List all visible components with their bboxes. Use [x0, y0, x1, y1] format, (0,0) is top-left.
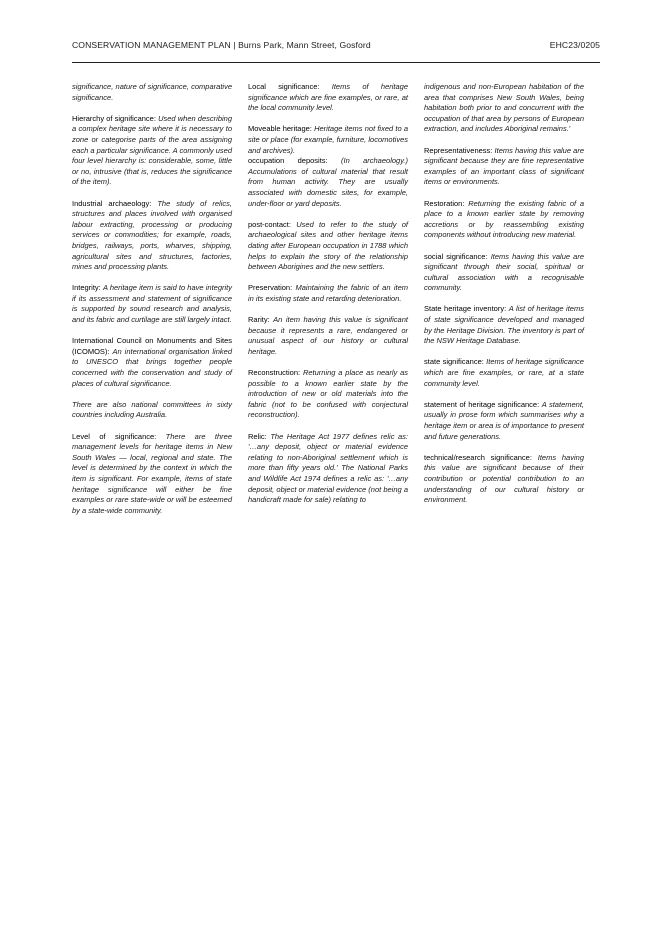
glossary-definition: (In archaeology.) Accumulations of cultural material that result from human activity. They are usually associated with domestic sites, for example, under-floor or yard deposits.: [248, 156, 408, 208]
glossary-column-2: [248, 82, 408, 527]
glossary-definition: A statement, usually in prose form which summarises why a heritage item or area is of importance to present and future generations.: [424, 399, 584, 441]
glossary-entry: [248, 82, 408, 114]
glossary-definition: Items having this value are significant because they are fine representative examples of an important class of significant items or environments.: [424, 145, 584, 187]
glossary-definition: A heritage item is said to have integrity if its assessment and statement of significance is supported by sound research and analysis, and its fabric and curtilage are still largely intact.: [72, 283, 232, 325]
glossary-definition: There are also national committees in sixty countries including Australia.: [72, 399, 232, 420]
glossary-term: Rarity:: [248, 315, 270, 325]
glossary-entry: [248, 156, 408, 209]
glossary-entry: [248, 432, 408, 506]
glossary-term: technical/research significance:: [424, 452, 532, 462]
glossary-term: Local significance:: [248, 82, 320, 91]
glossary-definition: Returning a place as nearly as possible to a known earlier state by the introduction of new or old materials into the fabric (not to be confused with conjectural reconstruction).: [248, 368, 408, 420]
glossary-term: Integrity:: [72, 283, 101, 293]
glossary-definition: The study of relics, structures and places involved with organised labour extracting, processing or producing services or commodities; for example, roads, bridges, railways, ports, wharves, shipping, agricultural sites and structures, factories, mines and processing plants.: [72, 198, 232, 272]
glossary-definition: Items of heritage significance which are fine examples, or rare, at a state community level.: [424, 357, 584, 388]
glossary-term: International Council on Monuments and Sites (ICOMOS):: [72, 336, 232, 356]
glossary-definition: Items of heritage significance which are fine examples, or rare, at the local community level.: [248, 82, 408, 113]
glossary-entry: [72, 199, 232, 273]
glossary-entry: [248, 283, 408, 304]
glossary-column-1: [72, 82, 232, 527]
glossary-definition: An item having this value is significant because it represents a rare, endangered or unusual aspect of our history or cultural heritage.: [248, 315, 408, 356]
glossary-definition: Heritage items not fixed to a site or place (for example, furniture, locomotives and archives).: [248, 124, 408, 155]
glossary-term: social significance:: [424, 251, 488, 261]
glossary-entry: [72, 336, 232, 389]
glossary-term: State heritage inventory:: [424, 304, 507, 314]
glossary-entry: [72, 114, 232, 188]
glossary-term: Moveable heritage:: [248, 124, 312, 134]
glossary-entry: [72, 283, 232, 325]
glossary-term: post-contact:: [248, 219, 291, 229]
glossary-entry: [424, 199, 584, 241]
glossary-entry: [72, 82, 232, 103]
glossary-definition: There are three management levels for heritage items in New South Wales — local, regional and state. The level is determined by the context in which the item is significant. For example, items of state heritage significance will either be fine examples or rare state-wide or will be esteemed by a state-wide community.: [72, 431, 232, 515]
glossary-column-3: [424, 82, 584, 527]
glossary-term: state significance:: [424, 357, 484, 367]
glossary-definition: significance, nature of significance, comparative significance.: [72, 82, 232, 102]
glossary-entry: [424, 146, 584, 188]
glossary-definition: Returning the existing fabric of a place to a known earlier state by removing accretions or by reassembling existing components without introducing new material.: [424, 198, 585, 240]
glossary-entry: [424, 400, 584, 442]
glossary-entry: [248, 220, 408, 273]
glossary-entry: [424, 82, 584, 135]
glossary-definition: Maintaining the fabric of an item in its existing state and retarding deterioration.: [248, 283, 408, 303]
header-divider: [72, 62, 600, 63]
glossary-entry: [248, 124, 408, 156]
glossary-term: Level of significance:: [72, 431, 157, 441]
glossary-entry: [72, 432, 232, 517]
glossary-term: Hierarchy of significance:: [72, 113, 156, 123]
glossary-definition: Items having this value are significant through their social, spiritual or cultural association with a recognisable community.: [424, 251, 585, 293]
glossary-definition: Used when describing a complex heritage site where it is necessary to zone or categorise parts of the area assigning each a particular significance. A commonly used four level hierarchy is: considerable, some, little or no, intrusive (that is, reduces the significance of the item).: [72, 113, 232, 187]
glossary-entry: [72, 400, 232, 421]
glossary-definition: indigenous and non-European habitation of the area that comprises New South Wales, being habitation both prior to and concurrent with the occupation of that area by persons of European extraction, and includes Aboriginal remains.': [424, 82, 584, 134]
glossary-term: Restoration:: [424, 198, 465, 208]
glossary-entry: [424, 453, 584, 506]
glossary-term: Reconstruction:: [248, 368, 301, 378]
glossary-entry: [248, 368, 408, 421]
glossary-entry: [424, 357, 584, 389]
glossary-term: Relic:: [248, 431, 267, 441]
document-code: EHC23/0205: [549, 40, 600, 50]
glossary-term: Preservation:: [248, 283, 293, 293]
glossary-term: statement of heritage significance:: [424, 399, 540, 409]
glossary-entry: [424, 304, 584, 346]
glossary-definition: The Heritage Act 1977 defines relic as: '…any deposit, object or material evidence relating to non-Aboriginal settlement which is more than fifty years old.' The National Parks and Wildlife Act 1974 defines a relic as: '…any deposit, object or material evidence (not being a handicraft made for sale) relating to: [248, 431, 408, 505]
glossary-definition: An international organisation linked to UNESCO that brings together people concerned with the conservation and study of places of cultural significance.: [72, 346, 232, 388]
glossary-term: Industrial archaeology:: [72, 198, 152, 208]
glossary-definition: Used to refer to the study of archaeological sites and other heritage items dating after European occupation in 1788 which helps to explain the story of the relationship between Aborigines and the new settlers.: [248, 219, 408, 272]
glossary-entry: [424, 252, 584, 294]
glossary-entry: [248, 315, 408, 357]
glossary-columns: [72, 82, 584, 527]
page-header: [72, 40, 600, 50]
glossary-term: Representativeness:: [424, 145, 493, 155]
glossary-definition: A list of heritage items of state significance developed and managed by the Heritage Division. The inventory is part of the NSW Heritage Database.: [424, 304, 584, 346]
document-title: CONSERVATION MANAGEMENT PLAN | Burns Park, Mann Street, Gosford: [72, 40, 371, 50]
glossary-definition: Items having this value are significant because of their contribution or potential contribution to an understanding of our cultural history or environment.: [424, 452, 584, 505]
glossary-term: occupation deposits:: [248, 156, 328, 166]
